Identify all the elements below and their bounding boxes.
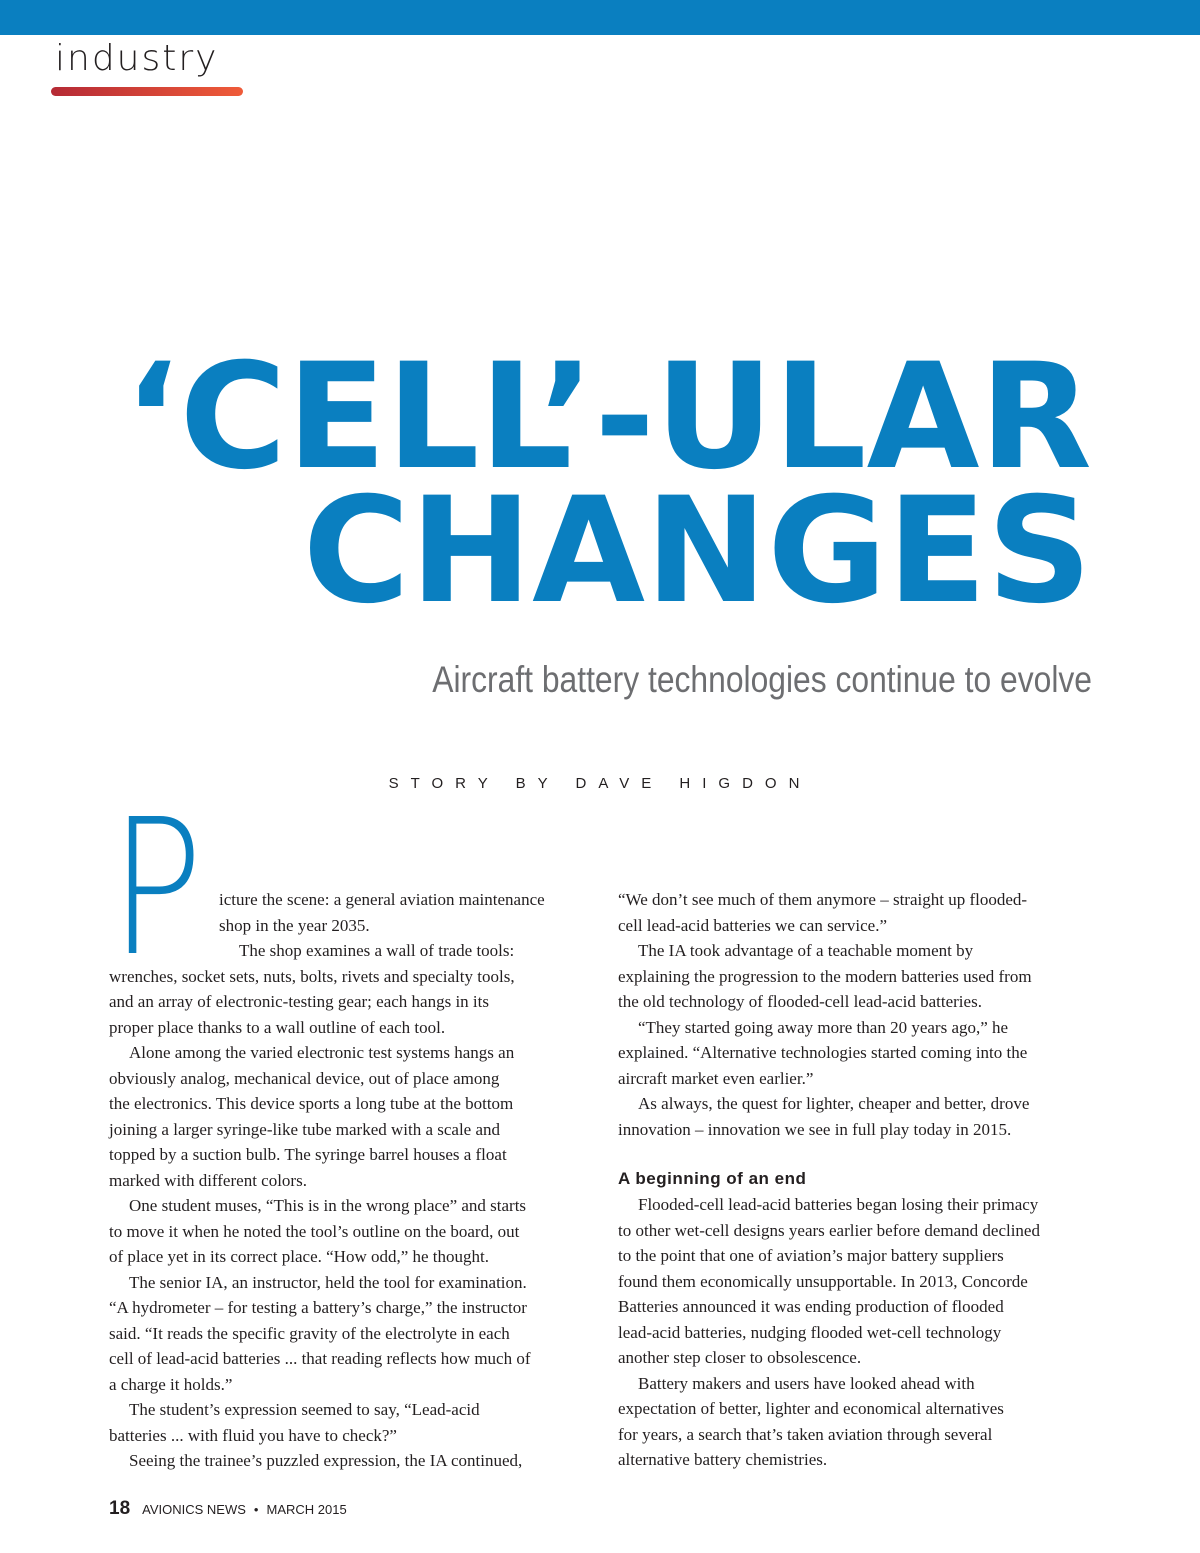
- body-line: for years, a search that’s taken aviation through several: [618, 1424, 993, 1444]
- page-number: 18: [109, 1498, 131, 1519]
- body-line: One student muses, “This is in the wrong place” and starts: [129, 1196, 527, 1215]
- byline: STORY BY DAVE HIGDON: [388, 775, 812, 792]
- body-line: wrenches, socket sets, nuts, bolts, rivets and specialty tools,: [109, 966, 515, 986]
- article-headline: [32, 332, 1092, 636]
- body-line: obviously analog, mechanical device, out of place among: [109, 1068, 500, 1088]
- right-column: [618, 887, 1098, 1473]
- body-line: to the point that one of aviation’s major battery suppliers: [618, 1246, 1004, 1265]
- body-line: expectation of better, lighter and economical alternatives: [618, 1399, 1004, 1418]
- body-line: topped by a suction bulb. The syringe barrel houses a float: [109, 1145, 507, 1164]
- body-line: explained. “Alternative technologies started coming into the: [618, 1043, 1028, 1062]
- body-line: to move it when he noted the tool’s outline on the board, out: [109, 1221, 520, 1241]
- drop-cap: P: [110, 779, 203, 998]
- issue-date: MARCH 2015: [266, 1502, 347, 1517]
- body-line: icture the scene: a general aviation maintenance: [219, 890, 545, 909]
- body-line: The shop examines a wall of trade tools:: [239, 941, 515, 960]
- body-line: shop in the year 2035.: [219, 915, 370, 935]
- body-line: a charge it holds.”: [109, 1374, 233, 1394]
- section-label: industry: [55, 38, 219, 79]
- body-line: and an array of electronic-testing gear; each hangs in its: [109, 992, 489, 1011]
- body-line: Flooded-cell lead-acid batteries began losing their primacy: [638, 1195, 1039, 1214]
- body-line: said. “It reads the specific gravity of the electrolyte in each: [109, 1323, 510, 1343]
- body-line: joining a larger syringe-like tube marked with a scale and: [109, 1119, 501, 1139]
- body-line: explaining the progression to the modern batteries used from: [618, 966, 1032, 986]
- body-line: As always, the quest for lighter, cheaper and better, drove: [638, 1094, 1030, 1113]
- body-line: cell lead-acid batteries we can service.”: [618, 915, 888, 935]
- body-line: marked with different colors.: [109, 1170, 307, 1190]
- body-line: found them economically unsupportable. In 2013, Concorde: [618, 1271, 1028, 1291]
- body-line: batteries ... with fluid you have to check?”: [109, 1425, 397, 1445]
- body-line: lead-acid batteries, nudging flooded wet-cell technology: [618, 1322, 1002, 1342]
- headline-line-2: CHANGES: [302, 466, 1092, 636]
- body-line: “We don’t see much of them anymore – straight up flooded-: [618, 890, 1028, 909]
- body-line: “They started going away more than 20 years ago,” he: [638, 1017, 1009, 1037]
- body-line: Seeing the trainee’s puzzled expression, the IA continued,: [129, 1451, 523, 1470]
- body-line: Batteries announced it was ending production of flooded: [618, 1297, 1004, 1316]
- body-line: The senior IA, an instructor, held the tool for examination.: [129, 1272, 527, 1292]
- body-line: aircraft market even earlier.”: [618, 1068, 814, 1088]
- body-line: another step closer to obsolescence.: [618, 1348, 862, 1367]
- body-line: “A hydrometer – for testing a battery’s charge,” the instructor: [109, 1298, 527, 1317]
- body-line: The IA took advantage of a teachable moment by: [638, 941, 974, 960]
- body-line: the electronics. This device sports a long tube at the bottom: [109, 1094, 514, 1113]
- top-color-bar: [0, 0, 1200, 35]
- body-line: to other wet-cell designs years earlier before demand declined: [618, 1220, 1040, 1240]
- body-line: proper place thanks to a wall outline of each tool.: [109, 1017, 446, 1037]
- body-line: Alone among the varied electronic test systems hangs an: [129, 1043, 515, 1062]
- body-line: of place yet in its correct place. “How odd,” he thought.: [109, 1247, 490, 1266]
- body-line: alternative battery chemistries.: [618, 1450, 828, 1469]
- body-line: The student’s expression seemed to say, “Lead-acid: [129, 1400, 480, 1419]
- page-footer: [109, 1497, 347, 1522]
- body-line: Battery makers and users have looked ahead with: [638, 1373, 975, 1393]
- footer-separator: •: [253, 1502, 259, 1517]
- body-line: cell of lead-acid batteries ... that reading reflects how much of: [109, 1349, 531, 1368]
- publication-name: AVIONICS NEWS: [142, 1502, 246, 1517]
- left-column: [109, 887, 589, 1474]
- section-underline: [51, 87, 243, 96]
- body-line: the old technology of flooded-cell lead-acid batteries.: [618, 992, 982, 1011]
- section-subhead: A beginning of an end: [618, 1169, 807, 1188]
- headline-line-1: ‘CELL’-ULAR: [124, 332, 1092, 502]
- article-deck: Aircraft battery technologies continue to evolve: [432, 659, 1093, 700]
- body-line: innovation – innovation we see in full play today in 2015.: [618, 1119, 1012, 1139]
